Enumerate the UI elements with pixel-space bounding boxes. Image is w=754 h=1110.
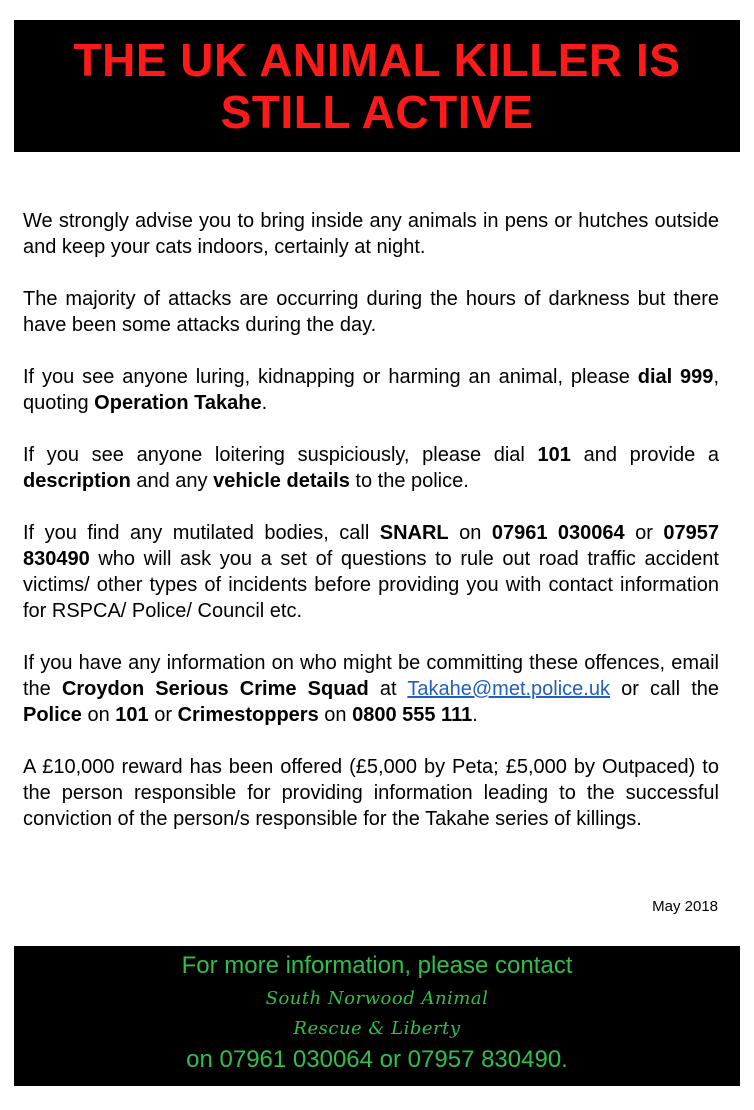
emphasis-dial-999: dial 999: [637, 366, 714, 388]
text-segment: .: [261, 392, 268, 414]
organisation-logo-line-1: South Norwood Animal: [265, 988, 489, 1009]
text-segment: who will ask you a set of questions to rule out road traffic accident victims/ other types of incidents before providing you with contact information for RSPCA/ Police/ Council etc.: [23, 548, 719, 622]
text-segment: If you have any information on who might be committing these offences, email the: [23, 652, 719, 700]
contact-phone-numbers: on 07961 030064 or 07957 830490.: [186, 1046, 568, 1073]
emphasis-operation-name: Operation Takahe: [94, 392, 262, 414]
text-segment: on: [81, 704, 116, 726]
emphasis-crime-squad: Croydon Serious Crime Squad: [61, 678, 369, 700]
organisation-logo-line-2: Rescue & Liberty: [293, 1018, 461, 1039]
paragraph-dial-101: [23, 442, 719, 494]
paragraph-dial-999: [23, 364, 719, 416]
page-title: THE UK ANIMAL KILLER IS STILL ACTIVE: [73, 34, 681, 138]
emphasis-crimestoppers: Crimestoppers: [177, 704, 319, 726]
contact-banner: [14, 946, 740, 1086]
text-segment: and provide a: [570, 444, 719, 466]
emphasis-description: description: [23, 470, 131, 492]
paragraph-reward: A £10,000 reward has been offered (£5,000 by Peta; £5,000 by Outpaced) to the person responsible for providing information leading to the successful conviction of the person/s responsible for the Takahe series of killings.: [23, 756, 719, 830]
emphasis-police: Police: [23, 704, 82, 726]
emphasis-phone-2: 07957 830490: [23, 522, 720, 570]
text-segment: at: [368, 678, 408, 700]
text-segment: If you see anyone luring, kidnapping or harming an animal, please: [23, 366, 638, 388]
text-segment: If you see anyone loitering suspiciously, please dial: [23, 444, 538, 466]
text-segment: or: [148, 704, 178, 726]
emphasis-101: 101: [115, 704, 149, 726]
text-segment: or call the: [610, 678, 720, 700]
text-segment: and any: [130, 470, 214, 492]
text-segment: to the police.: [349, 470, 469, 492]
emphasis-vehicle-details: vehicle details: [213, 470, 350, 492]
paragraph-information: [23, 650, 719, 728]
text-segment: If you find any mutilated bodies, call: [23, 522, 380, 544]
paragraph-advice: We strongly advise you to bring inside any animals in pens or hutches outside and keep your cats indoors, certainly at night.: [23, 210, 719, 258]
notice-date: May 2018: [652, 898, 718, 915]
email-link[interactable]: Takahe@met.police.uk: [407, 678, 610, 700]
notice-body: [23, 208, 719, 832]
text-segment: on: [318, 704, 353, 726]
emphasis-101: 101: [537, 444, 571, 466]
text-segment: or: [624, 522, 664, 544]
paragraph-snarl: [23, 520, 719, 624]
contact-heading: For more information, please contact: [181, 952, 573, 979]
text-segment: on: [448, 522, 492, 544]
emphasis-phone-1: 07961 030064: [491, 522, 625, 544]
text-segment: , quoting: [23, 366, 719, 414]
paragraph-attack-times: The majority of attacks are occurring during the hours of darkness but there have been some attacks during the day.: [23, 288, 719, 336]
emphasis-crimestoppers-number: 0800 555 111: [352, 704, 473, 726]
title-banner: [14, 20, 740, 152]
text-segment: .: [472, 704, 478, 726]
emphasis-snarl: SNARL: [379, 522, 449, 544]
